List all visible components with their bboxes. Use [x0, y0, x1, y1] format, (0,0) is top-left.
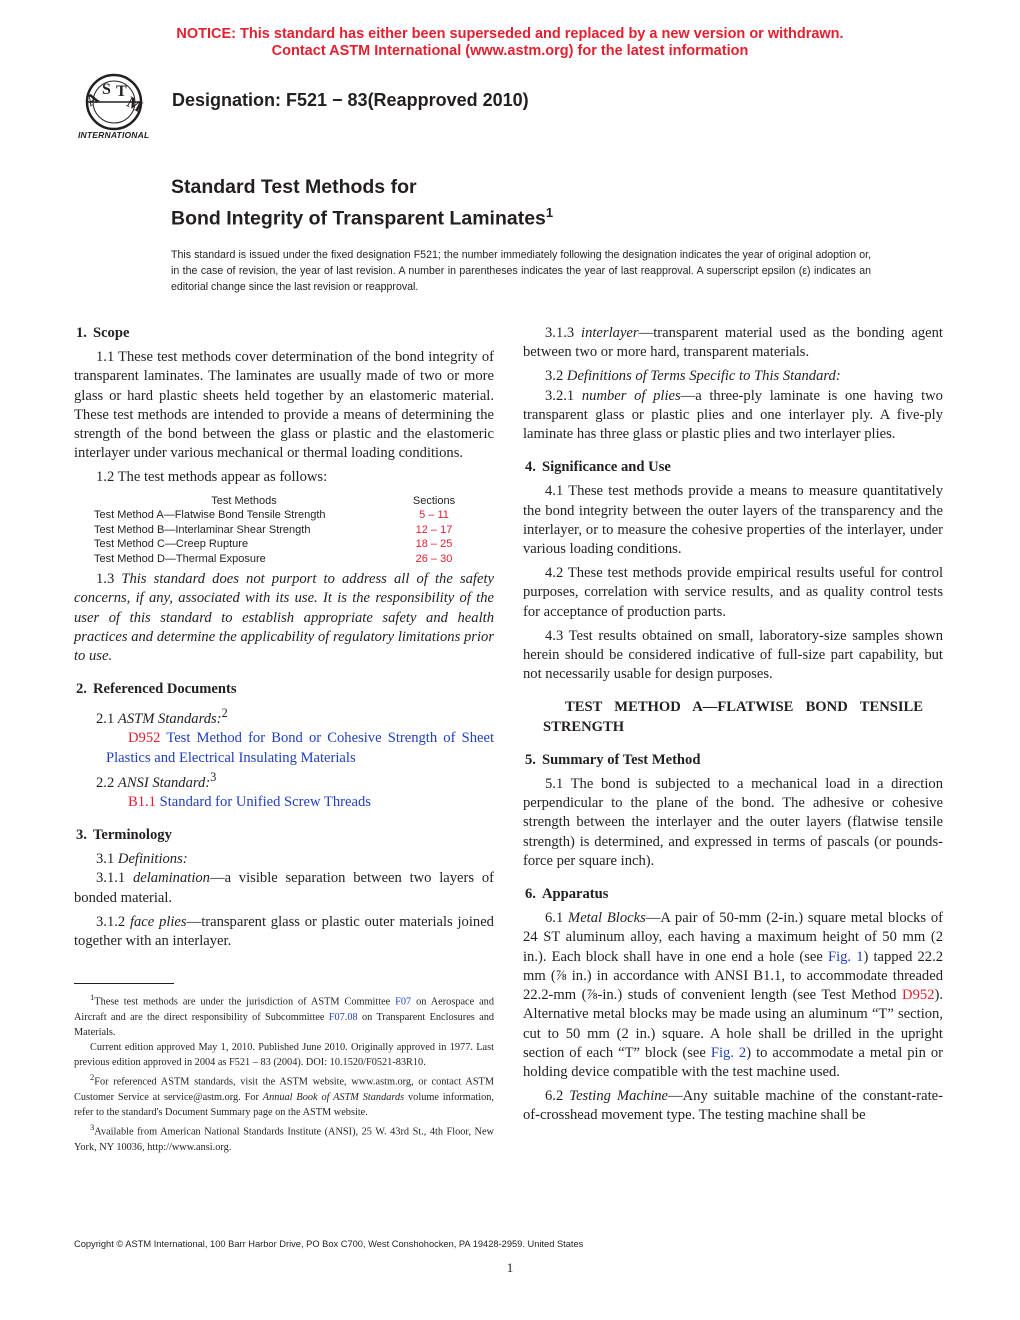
d952-link[interactable]: D952: [128, 730, 161, 747]
para-2-1: 2.1 ASTM Standards:$^2$: [96, 706, 228, 728]
para-3-1-3: 3.1.3 interlayer—transparent material used as the bonding agent between two or more hard, transparent materials.: [523, 325, 943, 361]
notice-line-2: Contact ASTM International (www.astm.org) for the latest information: [271, 43, 749, 59]
title-footnote-marker: 1: [545, 205, 554, 220]
logo-label: INTERNATIONAL: [78, 130, 150, 140]
superseded-notice: [0, 26, 1020, 60]
title-line-1: Standard Test Methods for: [171, 176, 417, 198]
astm-logo: [74, 72, 162, 144]
title-line-2: Bond Integrity of Transparent Laminates$^1$: [171, 205, 554, 230]
table-header-sections: Sections: [412, 494, 456, 507]
footnote-divider: [74, 983, 174, 984]
f07-link[interactable]: F07: [395, 996, 412, 1008]
sections-link[interactable]: 18 – 25: [415, 538, 453, 551]
issuance-statement: This standard is issued under the fixed designation F521; the number immediately following the designation indicates the year of original adoption or, in the case of revision, the year of last revision. A number in parentheses indicates the year of last reapproval. A superscript epsilon (ε) indicates an editorial change since the last revision or reapproval.: [171, 249, 871, 293]
para-5-1: 5.1 The bond is subjected to a mechanical load in a direction perpendicular to the plane of the bond. The adhesive or cohesive strength between the interlayer and the outer layers (flatwise tensile strength) is determined, and expressed in terms of pascals (or pounds-force per square inch).: [523, 776, 943, 869]
para-3-1-1: 3.1.1 delamination—a visible separation between two layers of bonded material.: [74, 870, 494, 906]
para-1-1: 1.1 These test methods cover determination of the bond integrity of transparent laminates. The laminates are usually made of two or more glass or hard plastic sheets held together by an elastomeric material. These test methods are intended to provide a means of determining the strength of the bond between the glass or plastic and the elastomeric interlayer under various mechanical or thermal loading conditions.: [74, 349, 494, 462]
section-1-heading: 1. Scope: [76, 325, 130, 341]
para-4-2: 4.2 These test methods provide empirical results useful for control purposes, correlation with service results, and as quality control tests for acceptance of production parts.: [523, 565, 943, 620]
table-row: Test Method C—Creep Rupture 18 – 25: [94, 537, 474, 552]
d952-inline-link[interactable]: D952: [902, 987, 935, 1004]
f07-08-link[interactable]: F07.08: [328, 1011, 358, 1023]
test-methods-table: [94, 494, 474, 567]
sections-link[interactable]: 5 – 11: [419, 509, 449, 522]
footnotes: [74, 990, 494, 1155]
table-header-methods: Test Methods: [211, 494, 277, 507]
para-1-2: 1.2 The test methods appear as follows:: [96, 469, 328, 486]
table-row: Test Method A—Flatwise Bond Tensile Strength 5 – 11: [94, 508, 474, 523]
fig-1-link[interactable]: Fig. 1: [827, 948, 864, 965]
d952-title-link[interactable]: Test Method for Bond or Cohesive Strength of Sheet Plastics and Electrical Insulating Materials: [106, 730, 494, 766]
copyright-line: Copyright © ASTM International, 100 Barr Harbor Drive, PO Box C700, West Conshohocken, PA 19428-2959. United States: [74, 1239, 584, 1249]
sections-link[interactable]: 12 – 17: [415, 523, 453, 536]
reference-d952: [74, 729, 494, 767]
footnote-1-edition: Current edition approved May 1, 2010. Published June 2010. Originally approved in 1977. Last previous edition approved in 2004 as F521 – 83 (2004). DOI: 10.1520/F0521-83R10.: [74, 1042, 494, 1069]
section-4-heading: 4. Significance and Use: [525, 459, 671, 476]
notice-line-1: NOTICE: This standard has either been superseded and replaced by a new version or withdrawn.: [176, 26, 844, 42]
b1-1-link[interactable]: B1.1: [128, 793, 156, 810]
fig-2-link[interactable]: Fig. 2: [710, 1044, 747, 1061]
para-4-1: 4.1 These test methods provide a means to measure quantitatively the bond integrity between the outer layers of the transparency and the interlayer, or to measure the cohesive properties of the interlayer, under various loading conditions.: [523, 483, 943, 558]
section-3-heading: 3. Terminology: [76, 827, 172, 844]
para-6-2: 6.2 Testing Machine—Any suitable machine of the constant-rate-of-crosshead movement type. The testing machine shall be: [523, 1088, 943, 1124]
para-1-3: 1.3 This standard does not purport to address all of the safety concerns, if any, associated with its use. It is the responsibility of the user of this standard to establish appropriate safety and health practices and determine the applicability of regulatory limitations prior to use.: [74, 571, 494, 664]
right-column: [523, 324, 943, 1126]
section-2-heading: 2. Referenced Documents: [76, 681, 237, 698]
table-row: Test Method B—Interlaminar Shear Strength 12 – 17: [94, 523, 474, 538]
test-method-a-heading: TEST METHOD A—FLATWISE BOND TENSILE STRENGTH: [543, 699, 923, 735]
b1-1-title-link[interactable]: Standard for Unified Screw Threads: [159, 793, 371, 810]
reference-b1-1: [74, 793, 494, 812]
sections-link[interactable]: 26 – 30: [415, 552, 453, 565]
svg-text:A: A: [83, 89, 103, 111]
svg-text:S: S: [102, 81, 111, 98]
para-2-2: 2.2 ANSI Standard:$^3$: [96, 769, 217, 791]
para-3-1: 3.1 Definitions:: [96, 851, 188, 868]
svg-text:T: T: [116, 83, 127, 100]
footnote-3: $^3$Available from American National Standards Institute (ANSI), 25 W. 43rd St., 4th Floor, New York, NY 10036, http://www.ansi.org.: [74, 1122, 494, 1154]
para-3-2: 3.2 Definitions of Terms Specific to This Standard:: [545, 368, 841, 385]
para-3-1-2: 3.1.2 face plies—transparent glass or plastic outer materials joined together with an interlayer.: [74, 913, 494, 950]
footnote-2: $^2$For referenced ASTM standards, visit the ASTM website, www.astm.org, or contact ASTM Customer Service at service@astm.org. For Annual Book of ASTM Standards volume information, refer to the standard's Document Summary page on the ASTM website.: [74, 1072, 494, 1119]
table-row: Test Method D—Thermal Exposure 26 – 30: [94, 552, 474, 567]
page-number: 1: [506, 1260, 514, 1275]
svg-text:M: M: [123, 93, 146, 117]
document-title: [171, 175, 553, 232]
para-4-3: 4.3 Test results obtained on small, laboratory-size samples shown herein should be considered indicative of full-size part capability, but not necessarily usable for design purposes.: [523, 627, 943, 683]
left-column: [74, 324, 494, 951]
section-6-heading: 6. Apparatus: [525, 886, 609, 903]
para-6-1: 6.1 Metal Blocks—A pair of 50-mm (2-in.) square metal blocks of 24 ST aluminum alloy, each having a maximum height of 50 mm (2 in.). Each block shall have in one end a hole (see Fig. 1) tapped 22.2 mm (⅞ in.) in accordance with ANSI B1.1, to accommodate threaded 22.2-mm (⅞-in.) studs of convenient length (see Test Method D952). Alternative metal blocks may be made using an aluminum “T” section, cut to 50 mm (2 in.) square. A hole shall be drilled in the upright section of each “T” block (see Fig. 2) to accommodate a metal pin or holding device compatible with the test machine used.: [523, 910, 944, 1080]
designation: Designation: F521 − 83(Reapproved 2010): [172, 90, 529, 110]
section-5-heading: 5. Summary of Test Method: [525, 751, 701, 768]
footnote-1: $^1$These test methods are under the jurisdiction of ASTM Committee F07 on Aerospace and Aircraft and are the direct responsibility of Subcommittee F07.08 on Transparent Enclosures and Materials.: [74, 992, 494, 1038]
para-3-2-1: 3.2.1 number of plies—a three-ply laminate is one having two transparent glass or plastic plies and one interlayer ply. A five-ply laminate has three glass or plastic plies and two interlayer plies.: [523, 387, 943, 443]
